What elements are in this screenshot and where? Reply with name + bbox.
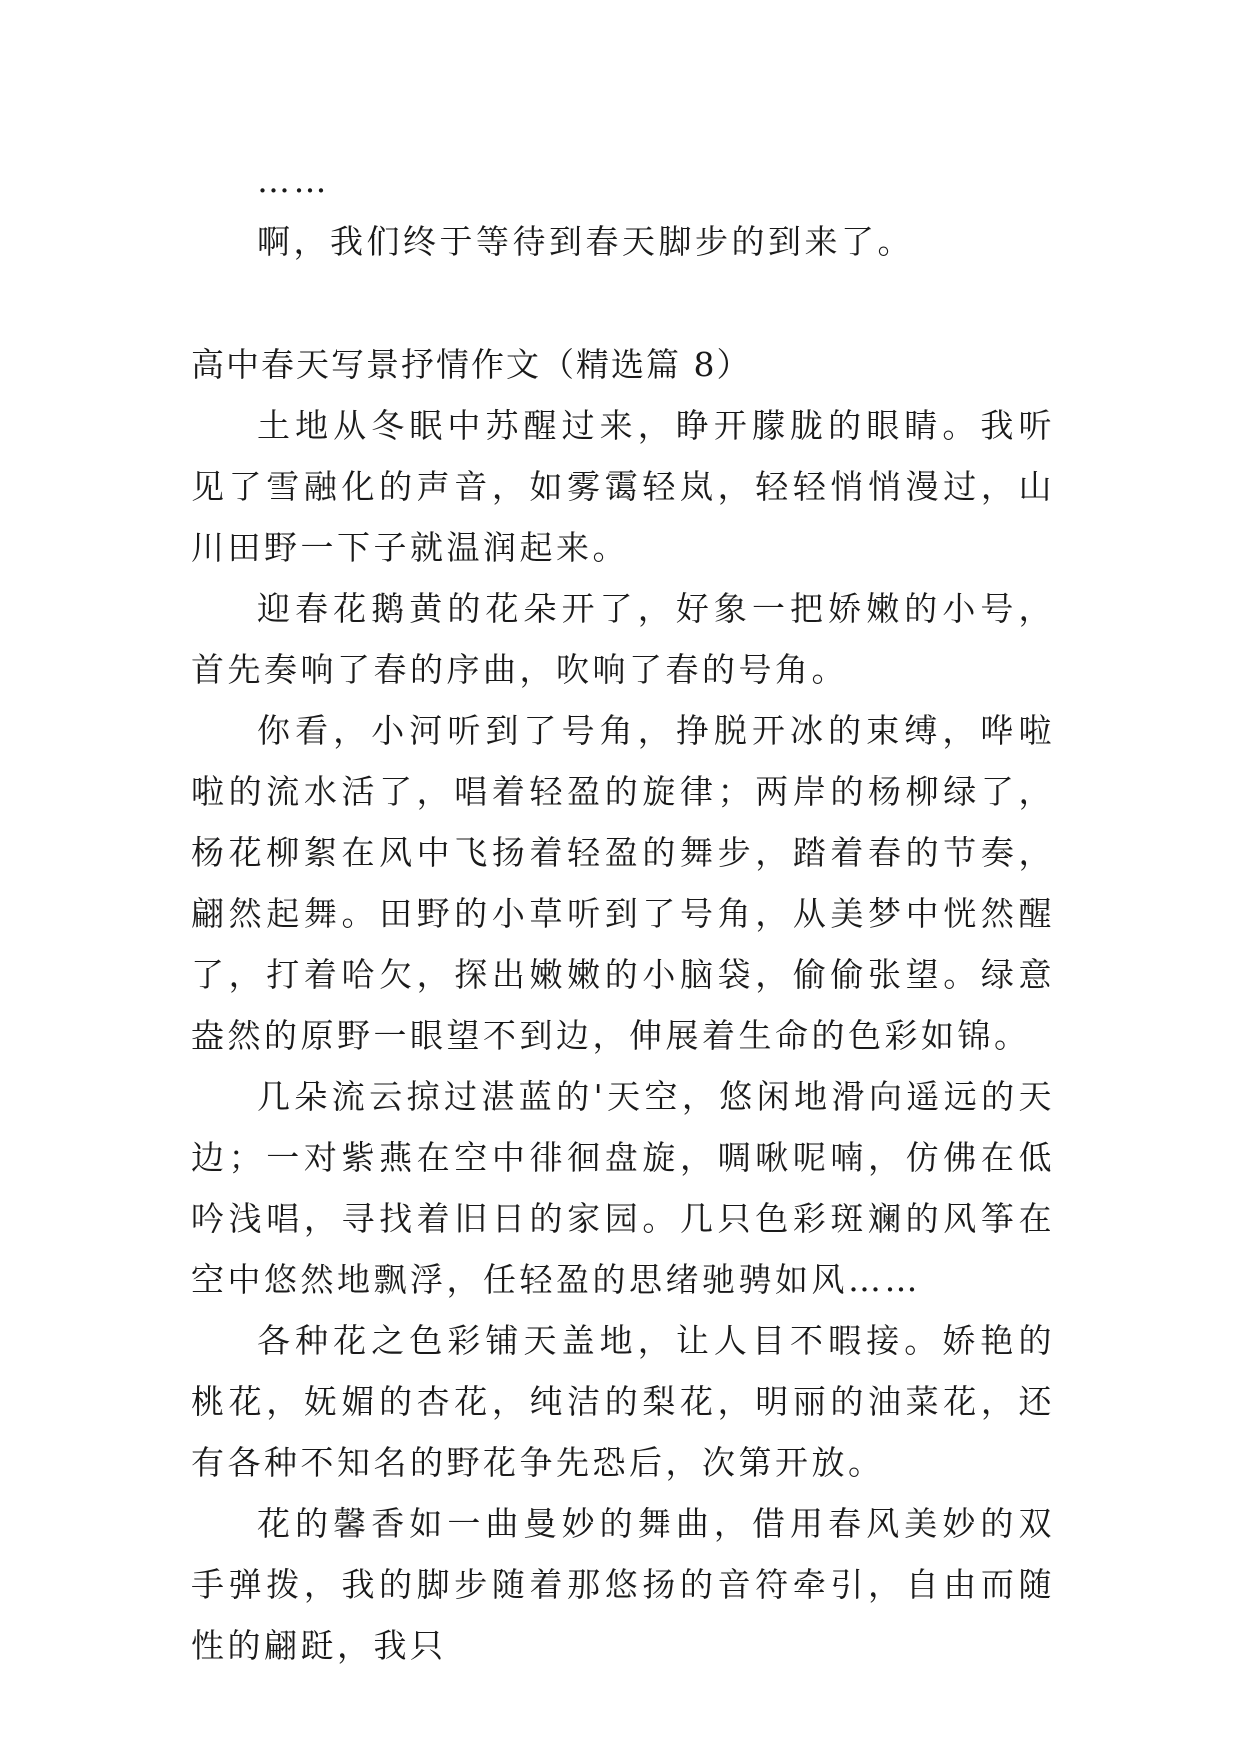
intro-ellipsis: …… [257, 161, 330, 200]
paragraph-3: 你看，小河听到了号角，挣脱开冰的束缚，哗啦啦的流水活了，唱着轻盈的旋律；两岸的杨柳绿了，杨花柳絮在风中飞扬着轻盈的舞步，踏着春的节奏，翩然起舞。田野的小草听到了号角，从美梦中恍然醒了，打着哈欠，探出嫩嫩的小脑袋，偷偷张望。绿意盎然的原野一眼望不到边，伸展着生命的色彩如锦。 [191, 711, 1055, 1055]
section-heading: 高中春天写景抒情作文（精选篇 8） [191, 345, 752, 384]
document-body [191, 150, 1055, 1676]
paragraph-6: 花的馨香如一曲曼妙的舞曲，借用春风美妙的双手弹拨，我的脚步随着那悠扬的音符牵引，自由而随性的翩跹，我只 [191, 1504, 1055, 1665]
paragraph-5: 各种花之色彩铺天盖地，让人目不暇接。娇艳的桃花，妩媚的杏花，纯洁的梨花，明丽的油菜花，还有各种不知名的野花争先恐后，次第开放。 [191, 1321, 1055, 1482]
paragraph-1: 土地从冬眠中苏醒过来，睁开朦胧的眼睛。我听见了雪融化的声音，如雾霭轻岚，轻轻悄悄漫过，山川田野一下子就温润起来。 [191, 406, 1055, 567]
paragraph-4: 几朵流云掠过湛蓝的'天空，悠闲地滑向遥远的天边；一对紫燕在空中徘徊盘旋，啁啾呢喃，仿佛在低吟浅唱，寻找着旧日的家园。几只色彩斑斓的风筝在空中悠然地飘浮，任轻盈的思绪驰骋如风…… [191, 1077, 1055, 1299]
paragraph-2: 迎春花鹅黄的花朵开了，好象一把娇嫩的小号，首先奏响了春的序曲，吹响了春的号角。 [191, 589, 1055, 689]
intro-closing-paragraph: 啊，我们终于等待到春天脚步的到来了。 [257, 222, 914, 261]
